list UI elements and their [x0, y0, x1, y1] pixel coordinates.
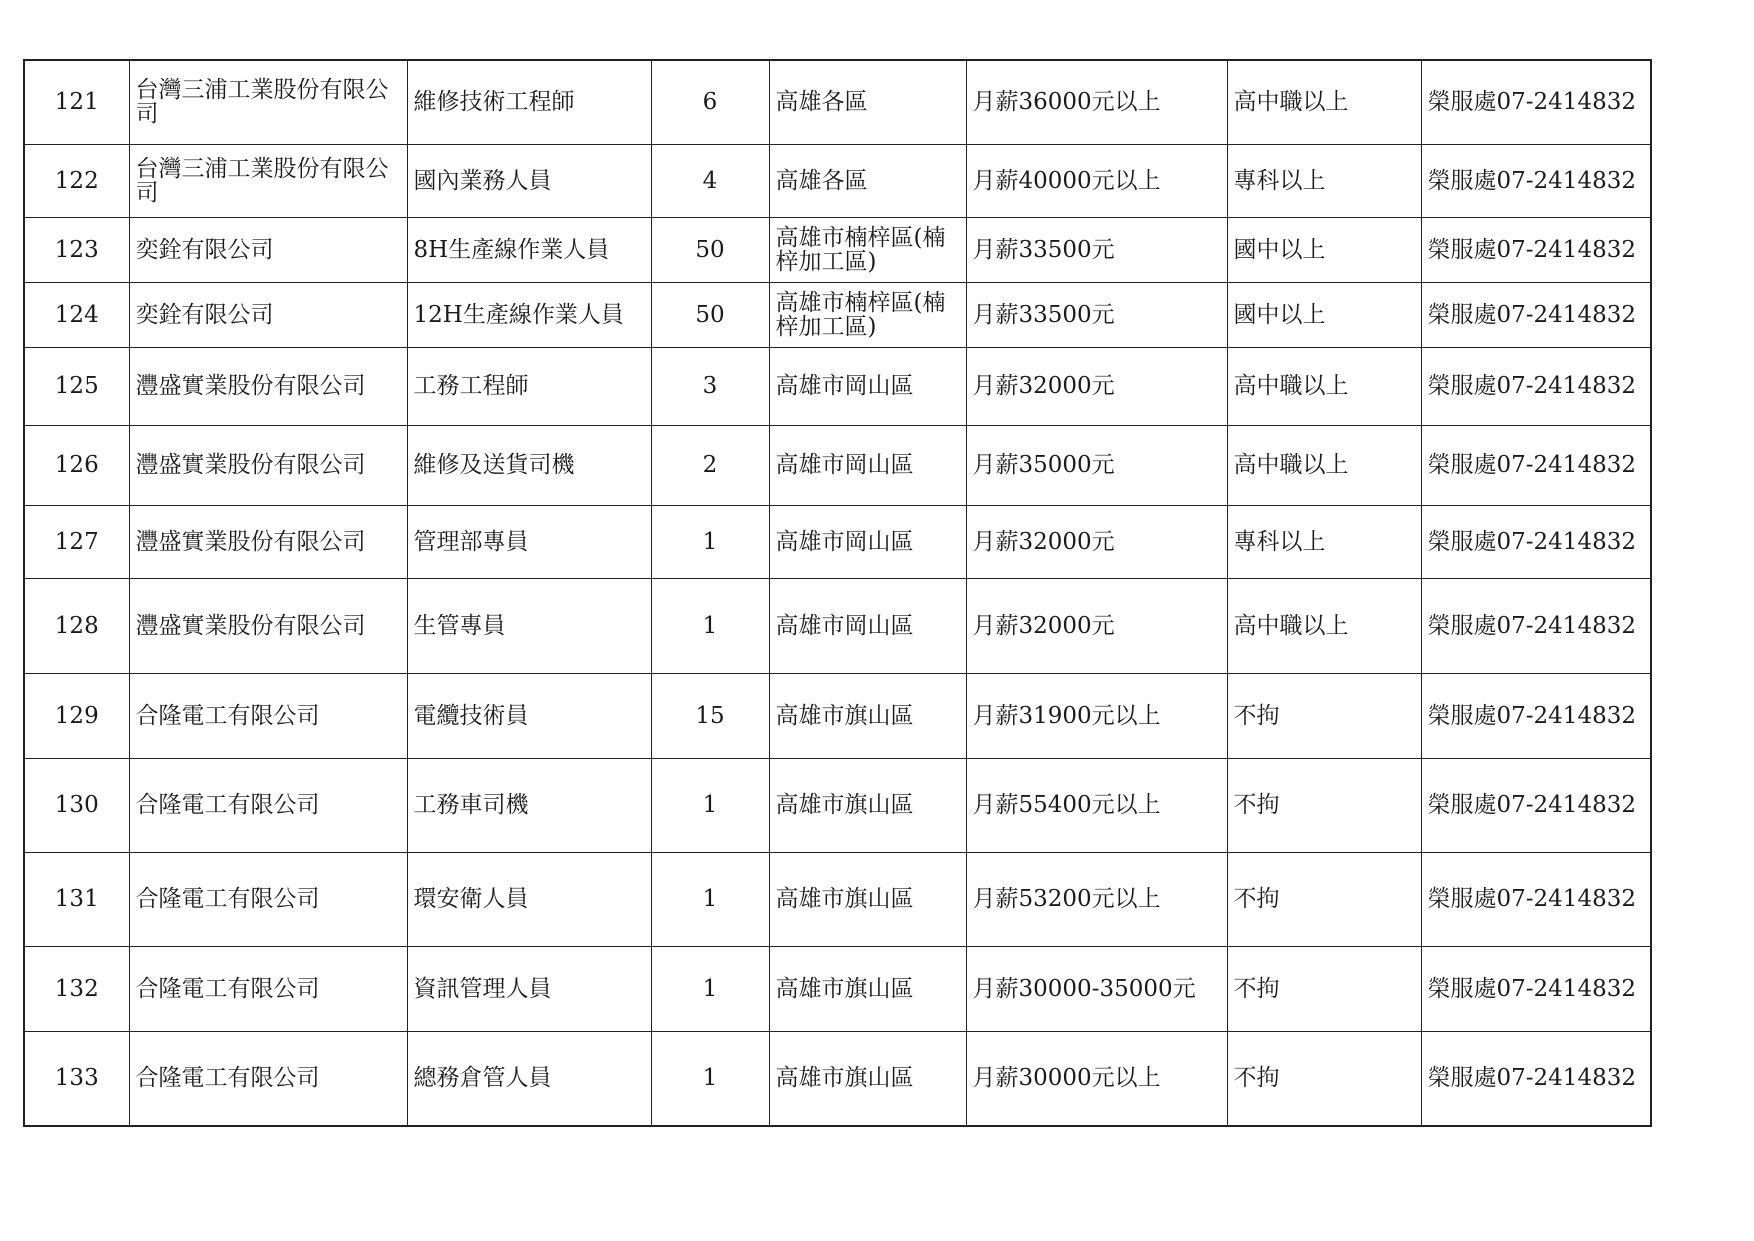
- company-name-cell: 奕銓有限公司: [129, 217, 407, 282]
- row-number-cell: 122: [24, 144, 129, 217]
- contact-info-cell: 榮服處07-2414832: [1421, 673, 1651, 758]
- job-position-cell: 維修技術工程師: [407, 60, 651, 144]
- education-requirement-cell: 專科以上: [1227, 505, 1421, 578]
- table-row: [24, 144, 1651, 217]
- contact-info-cell: 榮服處07-2414832: [1421, 852, 1651, 946]
- row-number-cell: 123: [24, 217, 129, 282]
- table-row: [24, 60, 1651, 144]
- company-name-cell: 灃盛實業股份有限公司: [129, 505, 407, 578]
- job-listings-body: [24, 60, 1651, 1126]
- education-requirement-cell: 高中職以上: [1227, 425, 1421, 505]
- education-requirement-cell: 不拘: [1227, 758, 1421, 852]
- education-requirement-cell: 不拘: [1227, 946, 1421, 1031]
- contact-info-cell: 榮服處07-2414832: [1421, 144, 1651, 217]
- education-requirement-cell: 不拘: [1227, 673, 1421, 758]
- work-location-cell: 高雄市旗山區: [769, 758, 966, 852]
- salary-cell: 月薪32000元: [966, 505, 1227, 578]
- salary-cell: 月薪30000元以上: [966, 1031, 1227, 1126]
- row-number-cell: 126: [24, 425, 129, 505]
- work-location-cell: 高雄市岡山區: [769, 425, 966, 505]
- job-position-cell: 維修及送貨司機: [407, 425, 651, 505]
- openings-count-cell: 3: [651, 347, 769, 425]
- openings-count-cell: 1: [651, 578, 769, 673]
- job-position-cell: 生管專員: [407, 578, 651, 673]
- row-number-cell: 133: [24, 1031, 129, 1126]
- openings-count-cell: 6: [651, 60, 769, 144]
- company-name-cell: 合隆電工有限公司: [129, 1031, 407, 1126]
- openings-count-cell: 1: [651, 1031, 769, 1126]
- table-row: [24, 347, 1651, 425]
- row-number-cell: 127: [24, 505, 129, 578]
- work-location-cell: 高雄市岡山區: [769, 578, 966, 673]
- contact-info-cell: 榮服處07-2414832: [1421, 217, 1651, 282]
- company-name-cell: 奕銓有限公司: [129, 282, 407, 347]
- company-name-cell: 合隆電工有限公司: [129, 852, 407, 946]
- work-location-cell: 高雄市旗山區: [769, 673, 966, 758]
- work-location-cell: 高雄市岡山區: [769, 347, 966, 425]
- row-number-cell: 125: [24, 347, 129, 425]
- education-requirement-cell: 不拘: [1227, 1031, 1421, 1126]
- salary-cell: 月薪40000元以上: [966, 144, 1227, 217]
- table-row: [24, 505, 1651, 578]
- salary-cell: 月薪32000元: [966, 347, 1227, 425]
- company-name-cell: 合隆電工有限公司: [129, 758, 407, 852]
- openings-count-cell: 15: [651, 673, 769, 758]
- table-row: [24, 852, 1651, 946]
- table-row: [24, 1031, 1651, 1126]
- education-requirement-cell: 專科以上: [1227, 144, 1421, 217]
- job-position-cell: 國內業務人員: [407, 144, 651, 217]
- openings-count-cell: 50: [651, 217, 769, 282]
- salary-cell: 月薪53200元以上: [966, 852, 1227, 946]
- contact-info-cell: 榮服處07-2414832: [1421, 946, 1651, 1031]
- openings-count-cell: 2: [651, 425, 769, 505]
- salary-cell: 月薪35000元: [966, 425, 1227, 505]
- work-location-cell: 高雄市旗山區: [769, 852, 966, 946]
- job-position-cell: 12H生產線作業人員: [407, 282, 651, 347]
- company-name-cell: 合隆電工有限公司: [129, 946, 407, 1031]
- table-row: [24, 425, 1651, 505]
- openings-count-cell: 1: [651, 852, 769, 946]
- table-row: [24, 578, 1651, 673]
- contact-info-cell: 榮服處07-2414832: [1421, 505, 1651, 578]
- company-name-cell: 灃盛實業股份有限公司: [129, 425, 407, 505]
- contact-info-cell: 榮服處07-2414832: [1421, 60, 1651, 144]
- contact-info-cell: 榮服處07-2414832: [1421, 425, 1651, 505]
- row-number-cell: 124: [24, 282, 129, 347]
- work-location-cell: 高雄市楠梓區(楠梓加工區): [769, 217, 966, 282]
- openings-count-cell: 1: [651, 758, 769, 852]
- education-requirement-cell: 不拘: [1227, 852, 1421, 946]
- salary-cell: 月薪30000-35000元: [966, 946, 1227, 1031]
- row-number-cell: 132: [24, 946, 129, 1031]
- work-location-cell: 高雄市楠梓區(楠梓加工區): [769, 282, 966, 347]
- education-requirement-cell: 高中職以上: [1227, 347, 1421, 425]
- row-number-cell: 131: [24, 852, 129, 946]
- company-name-cell: 灃盛實業股份有限公司: [129, 578, 407, 673]
- job-position-cell: 資訊管理人員: [407, 946, 651, 1031]
- job-position-cell: 8H生產線作業人員: [407, 217, 651, 282]
- row-number-cell: 130: [24, 758, 129, 852]
- contact-info-cell: 榮服處07-2414832: [1421, 282, 1651, 347]
- education-requirement-cell: 高中職以上: [1227, 578, 1421, 673]
- openings-count-cell: 4: [651, 144, 769, 217]
- contact-info-cell: 榮服處07-2414832: [1421, 1031, 1651, 1126]
- table-row: [24, 758, 1651, 852]
- job-position-cell: 總務倉管人員: [407, 1031, 651, 1126]
- work-location-cell: 高雄市旗山區: [769, 946, 966, 1031]
- salary-cell: 月薪31900元以上: [966, 673, 1227, 758]
- salary-cell: 月薪32000元: [966, 578, 1227, 673]
- contact-info-cell: 榮服處07-2414832: [1421, 578, 1651, 673]
- job-position-cell: 電纜技術員: [407, 673, 651, 758]
- company-name-cell: 合隆電工有限公司: [129, 673, 407, 758]
- job-position-cell: 環安衛人員: [407, 852, 651, 946]
- row-number-cell: 121: [24, 60, 129, 144]
- work-location-cell: 高雄市岡山區: [769, 505, 966, 578]
- salary-cell: 月薪33500元: [966, 217, 1227, 282]
- job-position-cell: 工務車司機: [407, 758, 651, 852]
- table-row: [24, 673, 1651, 758]
- work-location-cell: 高雄各區: [769, 144, 966, 217]
- work-location-cell: 高雄各區: [769, 60, 966, 144]
- education-requirement-cell: 國中以上: [1227, 217, 1421, 282]
- education-requirement-cell: 高中職以上: [1227, 60, 1421, 144]
- table-row: [24, 282, 1651, 347]
- salary-cell: 月薪55400元以上: [966, 758, 1227, 852]
- job-position-cell: 工務工程師: [407, 347, 651, 425]
- job-listings-table: [23, 59, 1652, 1127]
- work-location-cell: 高雄市旗山區: [769, 1031, 966, 1126]
- openings-count-cell: 1: [651, 505, 769, 578]
- openings-count-cell: 50: [651, 282, 769, 347]
- company-name-cell: 台灣三浦工業股份有限公司: [129, 144, 407, 217]
- row-number-cell: 129: [24, 673, 129, 758]
- company-name-cell: 灃盛實業股份有限公司: [129, 347, 407, 425]
- table-row: [24, 946, 1651, 1031]
- salary-cell: 月薪36000元以上: [966, 60, 1227, 144]
- contact-info-cell: 榮服處07-2414832: [1421, 347, 1651, 425]
- salary-cell: 月薪33500元: [966, 282, 1227, 347]
- openings-count-cell: 1: [651, 946, 769, 1031]
- table-row: [24, 217, 1651, 282]
- company-name-cell: 台灣三浦工業股份有限公司: [129, 60, 407, 144]
- row-number-cell: 128: [24, 578, 129, 673]
- job-position-cell: 管理部專員: [407, 505, 651, 578]
- contact-info-cell: 榮服處07-2414832: [1421, 758, 1651, 852]
- education-requirement-cell: 國中以上: [1227, 282, 1421, 347]
